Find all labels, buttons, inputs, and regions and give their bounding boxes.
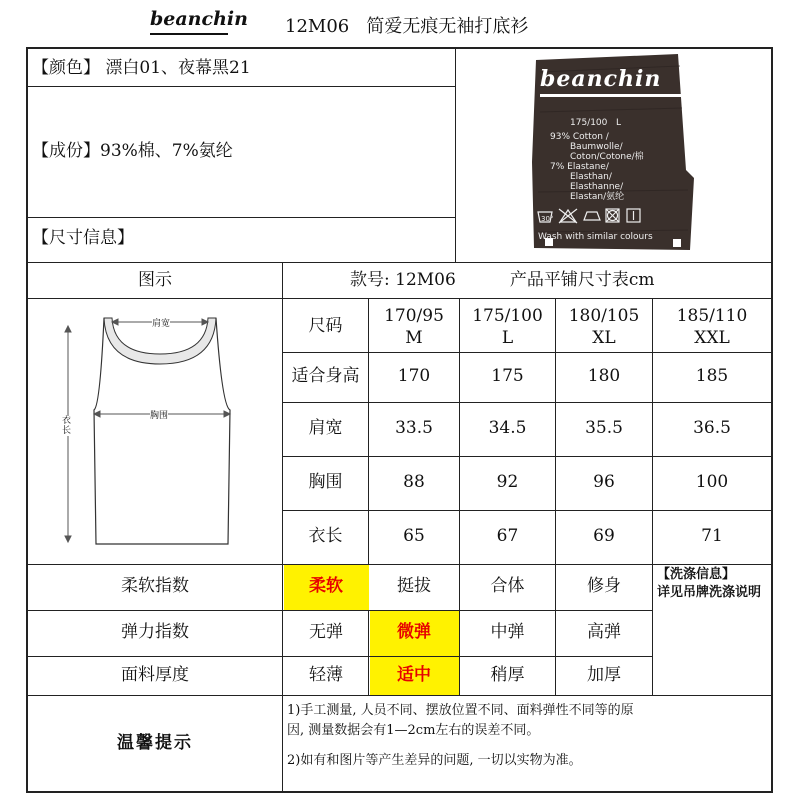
label-rule [540,94,682,97]
divider [27,610,653,611]
border-bottom [26,791,773,793]
size-cell: 180 [587,366,621,386]
divider [282,352,772,353]
garment-label-image [530,52,696,252]
border-right [771,47,773,792]
divider [282,510,772,511]
tips-line: 1)手工测量, 人员不同、摆放位置不同、面料弹性不同等的原 [287,703,634,718]
index-option: 高弹 [587,622,621,642]
size-cell: 65 [403,526,425,546]
size-cell: 33.5 [395,418,433,438]
composition-info: 【成份】93%棉、7%氨纶 [32,141,233,161]
divider [27,564,772,565]
label-composition: 93% Cotton / Baumwolle/ Coton/Cotone/棉 7% Elastane/ Elasthan/ Elasthanne/ Elastan/氨纶 [550,132,644,202]
size-cell: 175 [491,366,524,386]
index-option: 稍厚 [490,664,525,685]
index-option-selected: 柔软 [309,576,343,596]
divider [282,402,772,403]
wash-body: 详见吊牌洗涤说明 [657,585,762,600]
size-table-title: 款号: 12M06 产品平铺尺寸表cm [350,270,655,290]
index-option-selected: 适中 [397,664,431,685]
size-row-label: 衣长 [308,526,343,546]
index-option: 轻薄 [309,664,343,685]
index-option: 挺拔 [397,576,431,596]
divider [27,656,653,657]
size-cell: 100 [695,472,729,492]
size-cell: 71 [701,526,723,546]
divider [27,298,772,299]
divider [652,298,653,695]
size-cell: 185 [695,366,729,386]
size-col-l: 175/100 L [472,306,543,348]
divider [282,262,283,564]
index-label: 弹力指数 [121,622,189,642]
size-col-xl: 180/105 XL [568,306,640,348]
brand-logo: beanchin [150,8,230,38]
size-cell: 34.5 [488,418,527,438]
length-label: 衣长 [62,416,74,436]
size-row-label: 肩宽 [308,418,343,438]
size-info-heading: 【尺寸信息】 [32,228,134,248]
size-row-label: 胸围 [308,472,343,492]
index-option: 加厚 [587,664,621,685]
size-row-label: 适合身高 [291,366,360,386]
size-cell: 36.5 [693,418,731,438]
index-option: 修身 [587,576,621,596]
wash-temp-icon: 30° [541,215,554,223]
tips-line: 因, 测量数据会有1—2cm左右的误差不同。 [287,723,540,738]
size-cell: 35.5 [585,418,623,438]
divider [27,217,455,218]
wash-title: 【洗涤信息】 [657,567,736,582]
label-brand: beanchin [540,66,662,92]
diagram-header: 图示 [138,270,172,290]
tips-text [287,701,767,771]
page-title: 12M06 简爱无痕无袖打底衫 [285,16,529,37]
index-option: 合体 [490,576,525,596]
size-row-label: 尺码 [308,316,343,336]
size-cell: 69 [593,526,615,546]
size-cell: 92 [496,472,519,492]
label-wash-note: Wash with similar colours [538,232,653,242]
label-size: 175/100 L [570,118,621,128]
tank-top-diagram [40,306,270,556]
index-label: 面料厚度 [121,664,189,685]
index-option-selected: 微弹 [397,622,431,642]
divider [27,86,455,87]
size-cell: 170 [397,366,431,386]
divider [455,48,456,262]
divider [282,695,283,792]
divider [27,262,772,263]
size-cell: 88 [403,472,425,492]
shoulder-label: 肩宽 [152,316,170,329]
index-option: 无弹 [309,622,343,642]
index-label: 柔软指数 [121,576,189,596]
size-cell: 96 [593,472,615,492]
wash-info [657,566,769,602]
size-col-xxl: 185/110 XXL [676,306,748,348]
chest-label: 胸围 [150,408,168,421]
index-option: 中弹 [490,622,525,642]
tips-line: 2)如有和图片等产生差异的问题, 一切以实物为准。 [287,753,582,768]
size-col-m: 170/95 M [384,306,444,348]
color-info: 【颜色】 漂白01、夜幕黑21 [32,58,251,78]
border-top [26,47,772,49]
tips-label: 温馨提示 [117,733,193,753]
divider [27,695,772,696]
divider [282,456,772,457]
size-cell: 67 [496,526,519,546]
